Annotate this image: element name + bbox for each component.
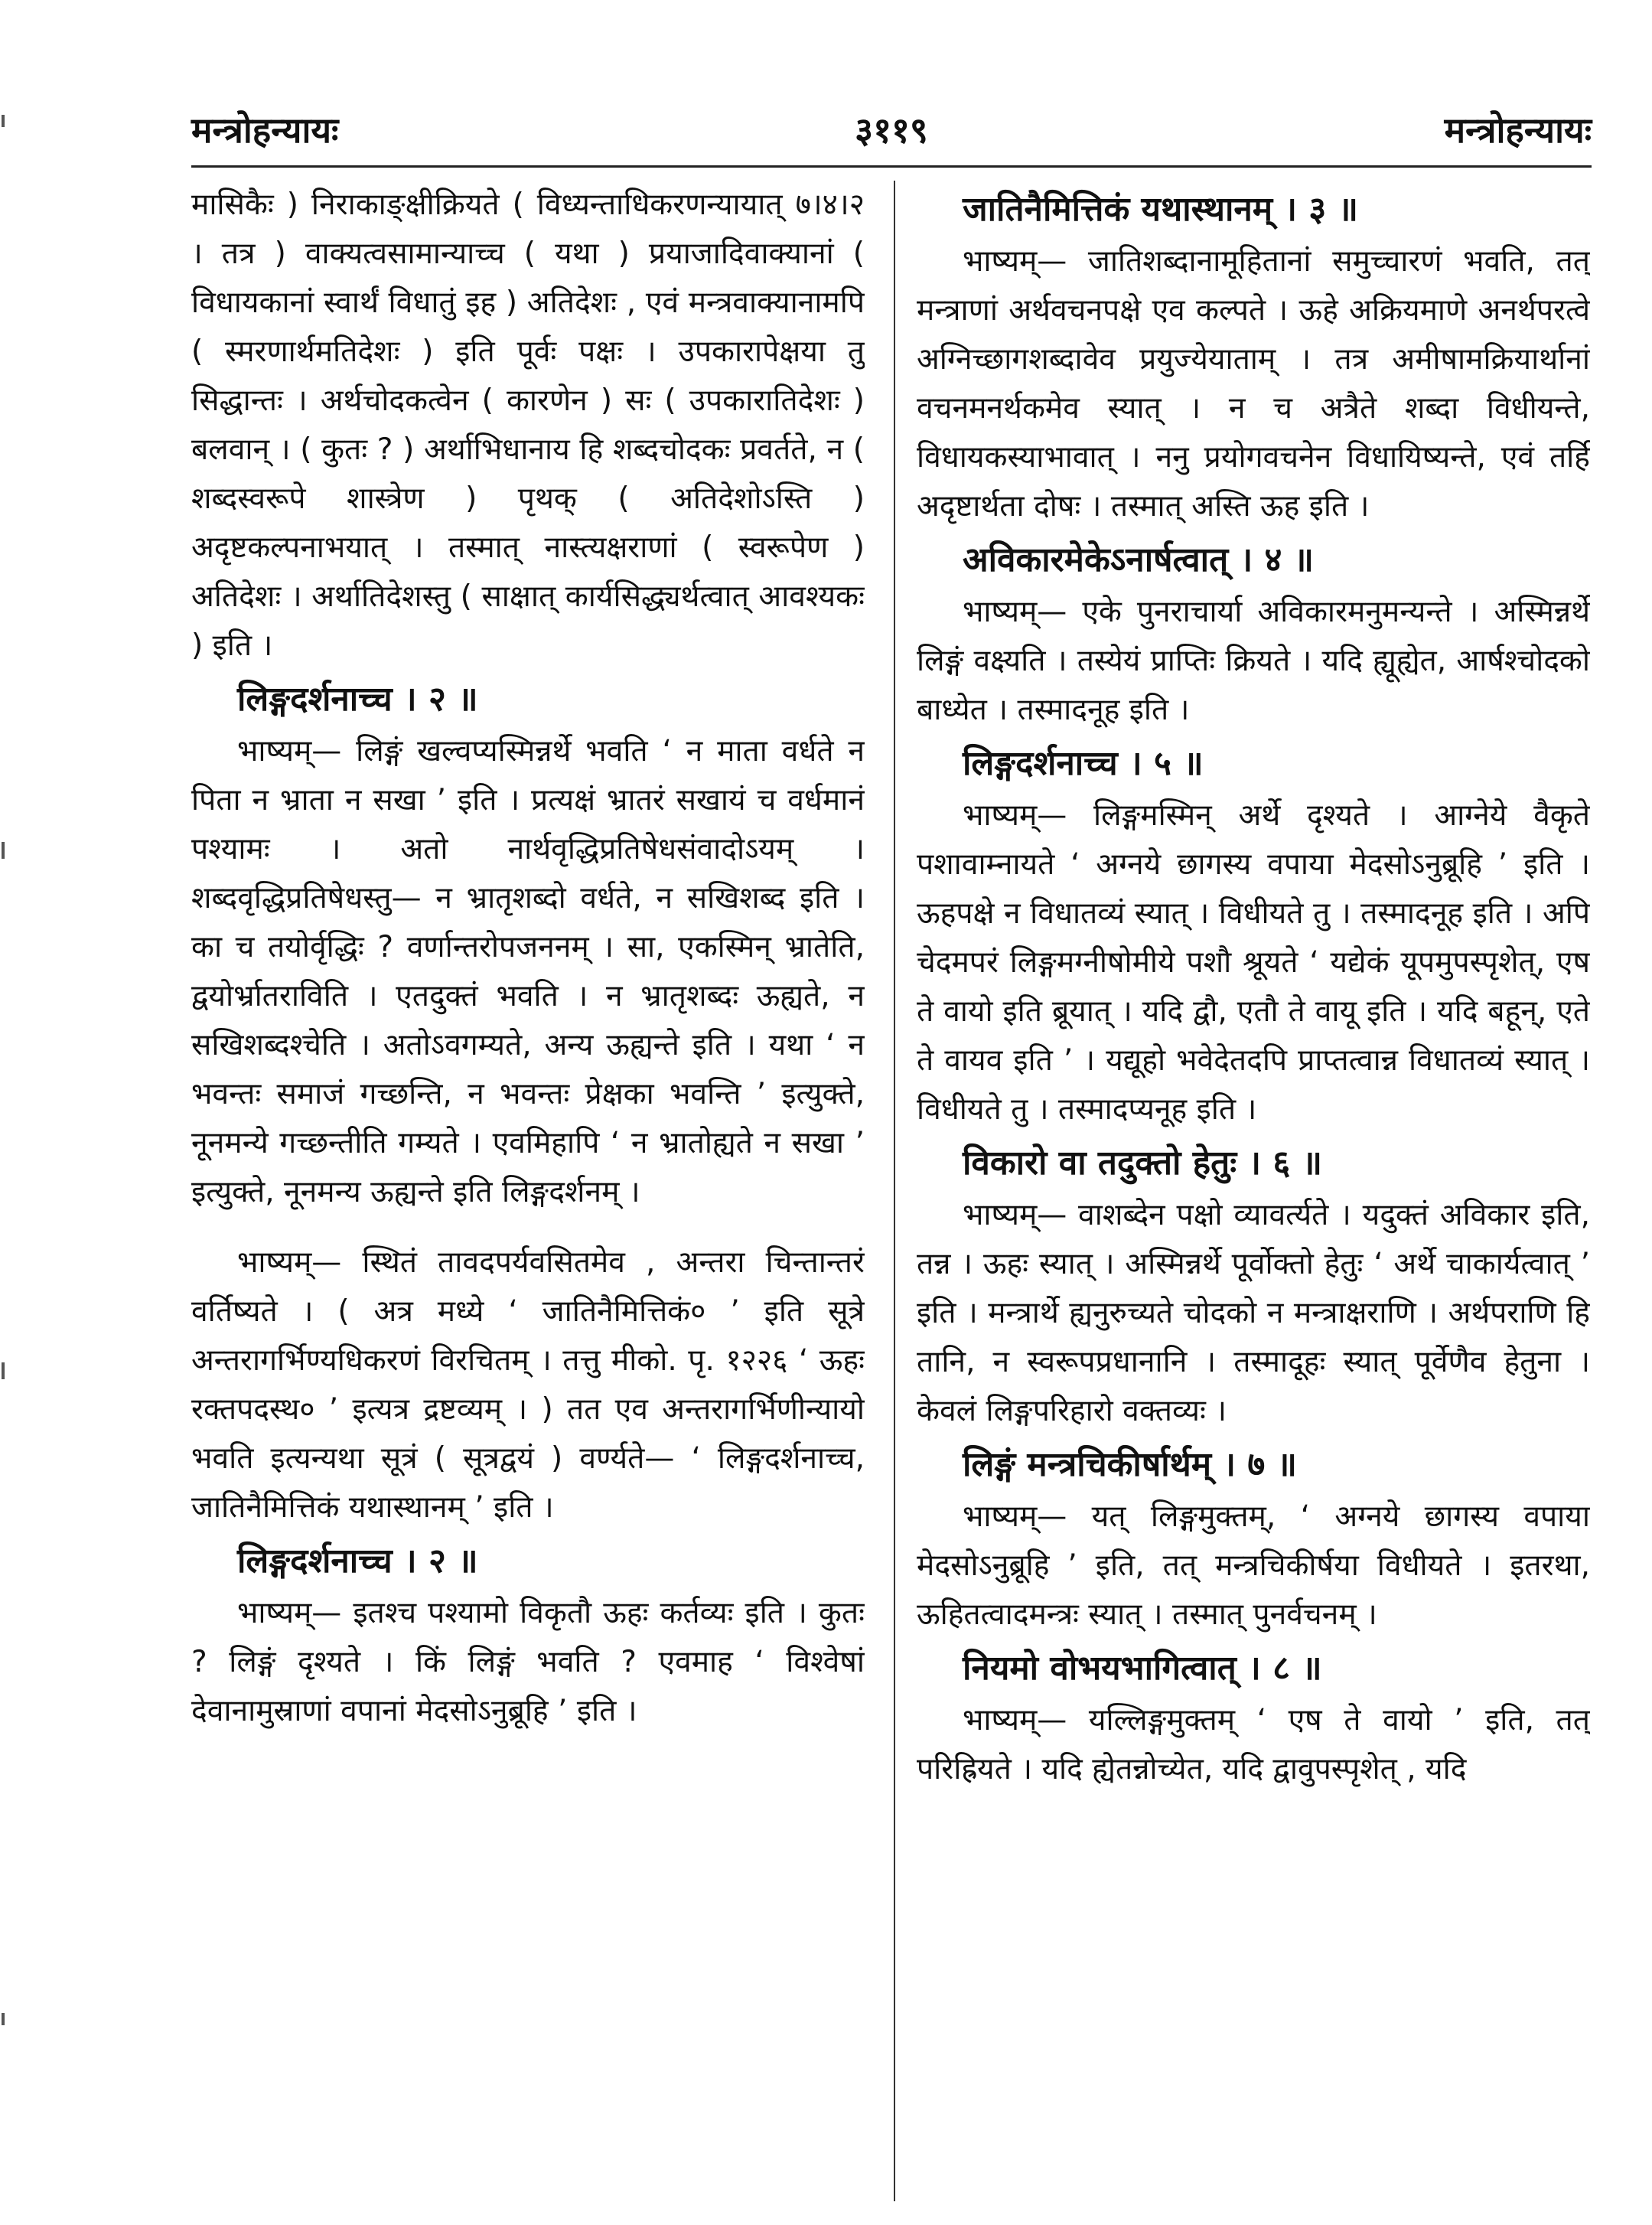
bhashya-paragraph: भाष्यम्— यत् लिङ्गमुक्तम्, ‘ अग्नये छागस्य वपाया मेदसोऽनुब्रूहि ’ इति, तत् मन्त्रचिकीर्षया विधीयते । इतरथा, ऊहितत्वादमन्त्रः स्यात् । तस्मात् पुनर्वचनम् । [917, 1499, 1590, 1632]
bhashya-paragraph: भाष्यम्— लिङ्गं खल्वप्यस्मिन्नर्थे भवति ‘ न माता वर्धते न पिता न भ्राता न सखा ’ इति । प्रत्यक्षं भ्रातरं सखायं च वर्धमानं पश्यामः । अतो नार्थवृद्धिप्रतिषेधसंवादोऽयम् । शब्दवृद्धिप्रतिषेधस्तु— न भ्रातृशब्दो वर्धते, न सखिशब्द इति । का च तयोर्वृद्धिः ? वर्णान्तरोपजननम् । सा, एकस्मिन् भ्रातेति, द्वयोर्भ्रातराविति । एतदुक्तं भवति । न भ्रातृशब्दः ऊह्यते, न सखिशब्दश्चेति । अतोऽवगम्यते, अन्य ऊह्यन्ते इति । यथा ‘ न भवन्तः समाजं गच्छन्ति, न भवन्तः प्रेक्षका भवन्ति ’ इत्युक्ते, नूनमन्ये गच्छन्तीति गम्यते । एवमिहापि ‘ न भ्रातोह्यते न सखा ’ इत्युक्ते, नूनमन्य ऊह्यन्ते इति लिङ्गदर्शनम् । [191, 734, 865, 1209]
running-title-right: मन्त्रोहन्यायः [1444, 109, 1592, 151]
sutra-heading: लिङ्गं मन्त्रचिकीर्षार्थम् । ७ ॥ [963, 1445, 1297, 1484]
bhashya-paragraph: भाष्यम्— स्थितं तावदपर्यवसितमेव , अन्तरा चिन्तान्तरं वर्तिष्यते । ( अत्र मध्ये ‘ जातिनैमित्तिकं० ’ इति सूत्रे अन्तरागर्भिण्यधिकरणं विरचितम् । तत्तु मीको. पृ. १२२६ ‘ ऊहः रक्तपदस्थ० ’ इत्यत्र द्रष्टव्यम् । ) तत एव अन्तरागर्भिणीन्यायो भवति इत्यन्यथा सूत्रं ( सूत्रद्वयं ) वर्ण्यते— ‘ लिङ्गदर्शनाच्च, जातिनैमित्तिकं यथास्थानम् ’ इति । [191, 1245, 865, 1525]
scan-edge-mark [2, 115, 5, 127]
page-header [191, 100, 1592, 161]
header-rule [191, 165, 1592, 168]
sutra-heading: लिङ्गदर्शनाच्च । २ ॥ [237, 1542, 478, 1581]
page-number: ३११९ [855, 109, 928, 151]
bhashya-paragraph: भाष्यम्— इतश्च पश्यामो विकृतौ ऊहः कर्तव्यः इति । कुतः ? लिङ्गं दृश्यते । किं लिङ्गं भवति ? एवमाह ‘ विश्वेषां देवानामुस्राणां वपानां मेदसोऽनुब्रूहि ’ इति । [191, 1596, 865, 1728]
sutra-heading: जातिनैमित्तिकं यथास्थानम् । ३ ॥ [963, 190, 1358, 229]
sutra-heading: लिङ्गदर्शनाच्च । ५ ॥ [963, 744, 1204, 783]
scan-edge-mark [2, 1362, 5, 1379]
bhashya-paragraph: भाष्यम्— लिङ्गमस्मिन् अर्थे दृश्यते । आग्नेये वैकृते पशावाम्नायते ‘ अग्नये छागस्य वपाया मेदसोऽनुब्रूहि ’ इति । ऊहपक्षे न विधातव्यं स्यात् । विधीयते तु । तस्मादनूह इति । अपि चेदमपरं लिङ्गमग्नीषोमीये पशौ श्रूयते ‘ यद्येकं यूपमुपस्पृशेत्, एष ते वायो इति ब्रूयात् । यदि द्वौ, एतौ ते वायू इति । यदि बहून्, एते ते वायव इति ’ । यद्यूहो भवेदेतदपि प्राप्तत्वान्न विधातव्यं स्यात् । विधीयते तु । तस्मादप्यनूह इति । [917, 798, 1590, 1127]
sutra-heading: विकारो वा तदुक्तो हेतुः । ६ ॥ [963, 1143, 1322, 1183]
bhashya-paragraph: भाष्यम्— जातिशब्दानामूहितानां समुच्चारणं भवति, तत् मन्त्राणां अर्थवचनपक्षे एव कल्पते । ऊहे अक्रियमाणे अनर्थपरत्वे अग्निच्छागशब्दावेव प्रयुज्येयाताम् । तत्र अमीषामक्रियार्थानां वचनमनर्थकमेव स्यात् । न च अत्रैते शब्दा विधीयन्ते, विधायकस्याभावात् । ननु प्रयोगवचनेन विधायिष्यन्ते, एवं तर्हि अदृष्टार्थता दोषः । तस्मात् अस्ति ऊह इति । [917, 244, 1590, 524]
scan-edge-mark [2, 2013, 5, 2025]
sutra-heading: लिङ्गदर्शनाच्च । २ ॥ [237, 680, 478, 719]
running-title-left: मन्त्रोहन्यायः [191, 109, 339, 151]
bhashya-paragraph: भाष्यम्— एके पुनराचार्या अविकारमनुमन्यन्ते । अस्मिन्नर्थे लिङ्गं वक्ष्यति । तस्येयं प्राप्तिः क्रियते । यदि ह्यूह्येत, आर्षश्चोदको बाध्येत । तस्मादनूह इति । [917, 595, 1590, 727]
left-column [191, 181, 865, 2201]
sutra-heading: अविकारमेकेऽनार्षत्वात् । ४ ॥ [963, 540, 1315, 579]
column-divider [894, 181, 895, 2201]
scan-edge-mark [2, 842, 5, 859]
bhashya-paragraph: भाष्यम्— वाशब्देन पक्षो व्यावर्त्यते । यदुक्तं अविकार इति, तन्न । ऊहः स्यात् । अस्मिन्नर्थे पूर्वोक्तो हेतुः ‘ अर्थे चाकार्यत्वात् ’ इति । मन्त्रार्थे ह्यनुरुच्यते चोदको न मन्त्राक्षराणि । अर्थपराणि हि तानि, न स्वरूपप्रधानानि । तस्मादूहः स्यात् पूर्वेणैव हेतुना । केवलं लिङ्गपरिहारो वक्तव्यः । [917, 1198, 1590, 1428]
right-column [917, 181, 1590, 2201]
commentary-paragraph: मासिकैः ) निराकाङ्क्षीक्रियते ( विध्यन्ताधिकरणन्यायात् ७।४।२ । तत्र ) वाक्यत्वसामान्याच्च ( यथा ) प्रयाजादिवाक्यानां ( विधायकानां स्वार्थं विधातुं इह ) अतिदेशः , एवं मन्त्रवाक्यानामपि ( स्मरणार्थमतिदेशः ) इति पूर्वः पक्षः । उपकारापेक्षया तु सिद्धान्तः । अर्थचोदकत्वेन ( कारणेन ) सः ( उपकारातिदेशः ) बलवान् । ( कुतः ? ) अर्थाभिधानाय हि शब्दचोदकः प्रवर्तते, न ( शब्दस्वरूपे शास्त्रेण ) पृथक् ( अतिदेशोऽस्ति ) अदृष्टकल्पनाभयात् । तस्मात् नास्त्यक्षराणां ( स्वरूपेण ) अतिदेशः । अर्थातिदेशस्तु ( साक्षात् कार्यसिद्ध्यर्थत्वात् आवश्यकः ) इति । [191, 188, 865, 663]
sutra-heading: नियमो वोभयभागित्वात् । ८ ॥ [963, 1649, 1322, 1688]
bhashya-paragraph: भाष्यम्— यल्लिङ्गमुक्तम् ‘ एष ते वायो ’ इति, तत् परिह्रियते । यदि ह्येतन्नोच्येत, यदि द्वावुपस्पृशेत् , यदि [917, 1703, 1590, 1786]
